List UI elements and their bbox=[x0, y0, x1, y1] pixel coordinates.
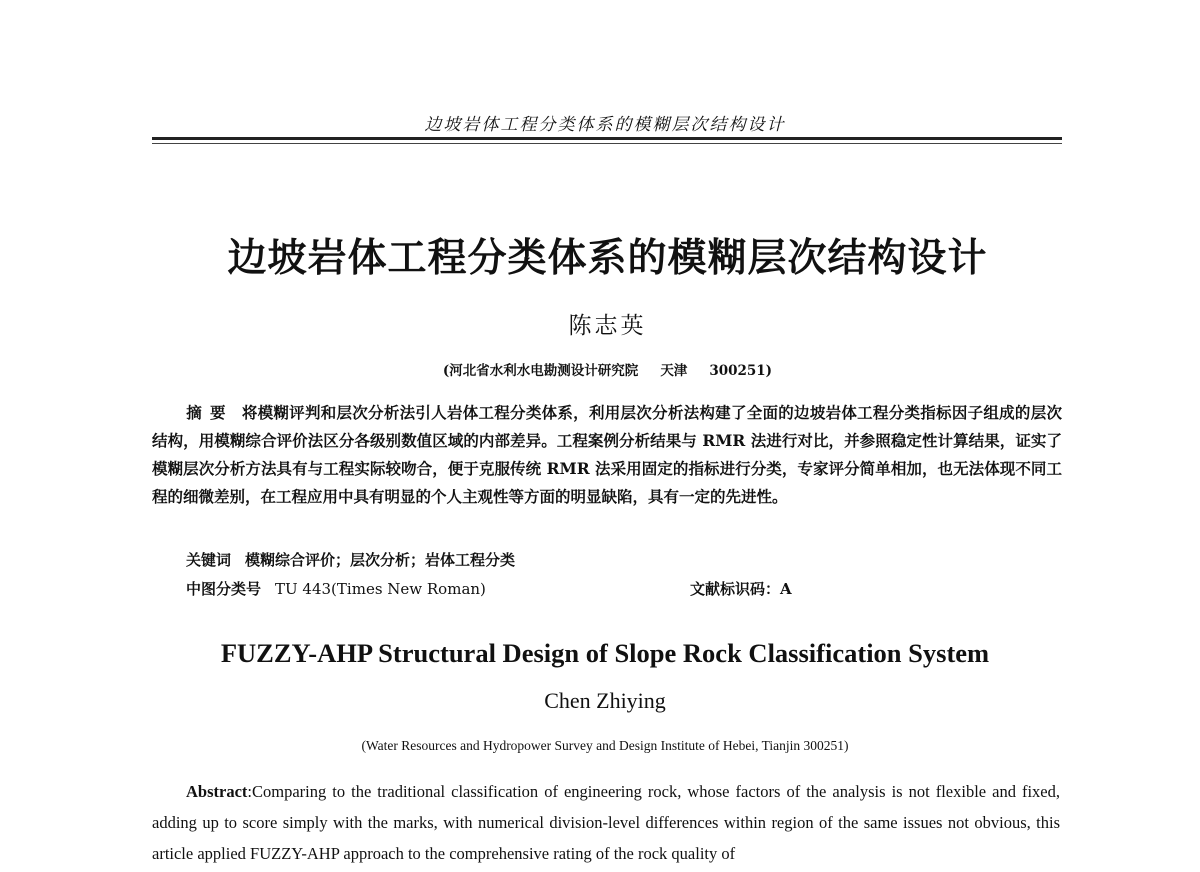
affiliation-institute: (河北省水利水电勘测设计研究院 bbox=[442, 363, 639, 379]
english-abstract: Abstract:Comparing to the traditional classification of engineering rock, whose factors of the analysis is not flexible and fixed, adding up to score simply with the marks, with numerical division-level differences within region of the same issues not obvious, this article applied FUZZY-AHP approach to the comprehensive rating of the rock quality of bbox=[152, 782, 1060, 863]
keywords-line bbox=[186, 549, 515, 570]
keywords-label: 关键词 bbox=[186, 551, 232, 569]
chinese-abstract bbox=[152, 399, 1062, 511]
clc-value: TU 443(Times New Roman) bbox=[275, 580, 486, 598]
clc-line bbox=[186, 578, 486, 599]
abstract-text-cn: 将模糊评判和层次分析法引人岩体工程分类体系，利用层次分析法构建了全面的边坡岩体工程分类指标因子组成的层次结构，用模糊综合评价法区分各级别数值区域的内部差异。工程案例分析结果与 RMR 法进行对比，并参照稳定性计算结果，证实了模糊层次分析方法具有与工程实际较吻合，便于克服传统 RMR 法采用固定的指标进行分类，专家评分简单相加，也无法体现不同工程的细微差别，在工程应用中具有明显的个人主观性等方面的明显缺陷，具有一定的先进性。 bbox=[152, 403, 1062, 506]
running-header: 边坡岩体工程分类体系的模糊层次结构设计 bbox=[424, 115, 786, 135]
header-rule-thin bbox=[152, 143, 1062, 144]
abstract-label-cn: 摘要 bbox=[186, 403, 234, 422]
affiliation-city: 天津 bbox=[660, 363, 688, 379]
keywords-value: 模糊综合评价；层次分析；岩体工程分类 bbox=[245, 551, 516, 569]
chinese-author: 陈志英 bbox=[568, 313, 647, 339]
abstract-label-en: Abstract bbox=[186, 782, 248, 801]
document-code: 文献标识码：A bbox=[690, 580, 792, 598]
english-title: FUZZY-AHP Structural Design of Slope Rock Classification System bbox=[220, 638, 990, 668]
english-affiliation: (Water Resources and Hydropower Survey and Design Institute of Hebei, Tianjin 300251) bbox=[361, 738, 849, 753]
affiliation-postcode: 300251) bbox=[709, 363, 773, 379]
english-author: Chen Zhiying bbox=[544, 688, 666, 713]
abstract-text-en: Comparing to the traditional classification of engineering rock, whose factors of the analysis is not flexible and fixed, adding up to score simply with the marks, with numerical division-level differences within region of the same issues not obvious, this article applied FUZZY-AHP approach to the comprehensive rating of the rock quality of bbox=[152, 782, 1060, 863]
chinese-title: 边坡岩体工程分类体系的模糊层次结构设计 bbox=[227, 236, 988, 281]
header-rule-thick bbox=[152, 137, 1062, 140]
chinese-affiliation bbox=[0, 359, 1200, 379]
clc-label: 中图分类号 bbox=[186, 580, 262, 598]
